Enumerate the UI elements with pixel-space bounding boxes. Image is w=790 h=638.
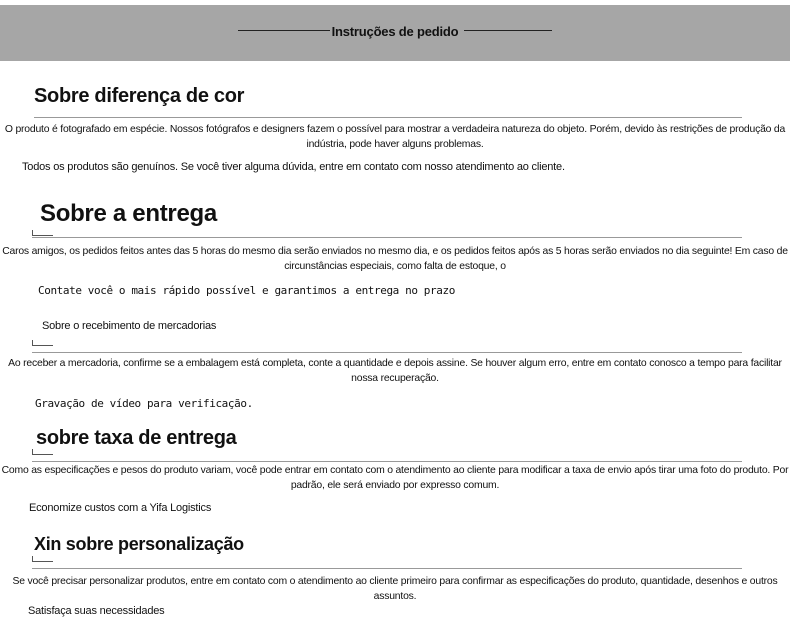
section-heading-receiving-goods: Sobre o recebimento de mercadorias xyxy=(42,320,217,332)
heading-accent-mark xyxy=(32,556,53,562)
section-paragraph-delivery: Caros amigos, os pedidos feitos antes das 5 horas do mesmo dia serão enviados no mesmo dia, e os pedidos feitos após as 5 horas serão enviados no dia seguinte! Em caso de circunstâncias especiais, como falta de estoque, o xyxy=(2,246,788,272)
heading-accent-mark xyxy=(32,340,53,346)
section-paragraph-color-difference: O produto é fotografado em espécie. Nossos fotógrafos e designers fazem o possível para mostrar a verdadeira natureza do objeto. Porém, devido às restrições de produção da indústria, pode haver alguns problemas. xyxy=(4,124,786,150)
section-note-customization: Satisfaça suas necessidades xyxy=(28,605,165,617)
page-title: Instruções de pedido xyxy=(331,24,459,39)
section-divider xyxy=(32,461,742,462)
section-heading-color-difference: Sobre diferença de cor xyxy=(34,85,245,107)
section-divider xyxy=(34,117,742,118)
section-note-receiving-goods: Gravação de vídeo para verificação. xyxy=(35,397,253,410)
section-paragraph-receiving-goods: Ao receber a mercadoria, confirme se a embalagem está completa, conte a quantidade e depois assine. Se houver algum erro, entre em contato conosco a tempo para facilitar nossa recuperação. xyxy=(8,358,782,384)
section-note-color-difference: Todos os produtos são genuínos. Se você tiver alguma dúvida, entre em contato com nosso atendimento ao cliente. xyxy=(22,161,565,173)
heading-accent-mark xyxy=(32,449,53,455)
section-heading-delivery: Sobre a entrega xyxy=(40,200,217,227)
section-note-shipping-fee: Economize custos com a Yifa Logistics xyxy=(29,502,212,514)
header-divider-right xyxy=(464,30,552,31)
heading-accent-mark xyxy=(32,230,53,236)
section-paragraph-customization: Se você precisar personalizar produtos, entre em contato com o atendimento ao cliente primeiro para confirmar as especificações do produto, quantidade, desenhos e outros assuntos. xyxy=(12,576,778,602)
section-heading-shipping-fee: sobre taxa de entrega xyxy=(36,427,237,449)
order-instructions-header xyxy=(0,5,790,61)
section-divider xyxy=(32,352,742,353)
section-note-delivery: Contate você o mais rápido possível e garantimos a entrega no prazo xyxy=(38,284,455,297)
section-divider xyxy=(32,568,742,569)
section-heading-customization: Xin sobre personalização xyxy=(34,534,244,554)
section-divider xyxy=(32,237,742,238)
section-paragraph-shipping-fee: Como as especificações e pesos do produto variam, você pode entrar em contato com o atendimento ao cliente para modificar a taxa de envio após tirar uma foto do produto. Por padrão, ele será enviado por expresso comum. xyxy=(1,465,789,491)
